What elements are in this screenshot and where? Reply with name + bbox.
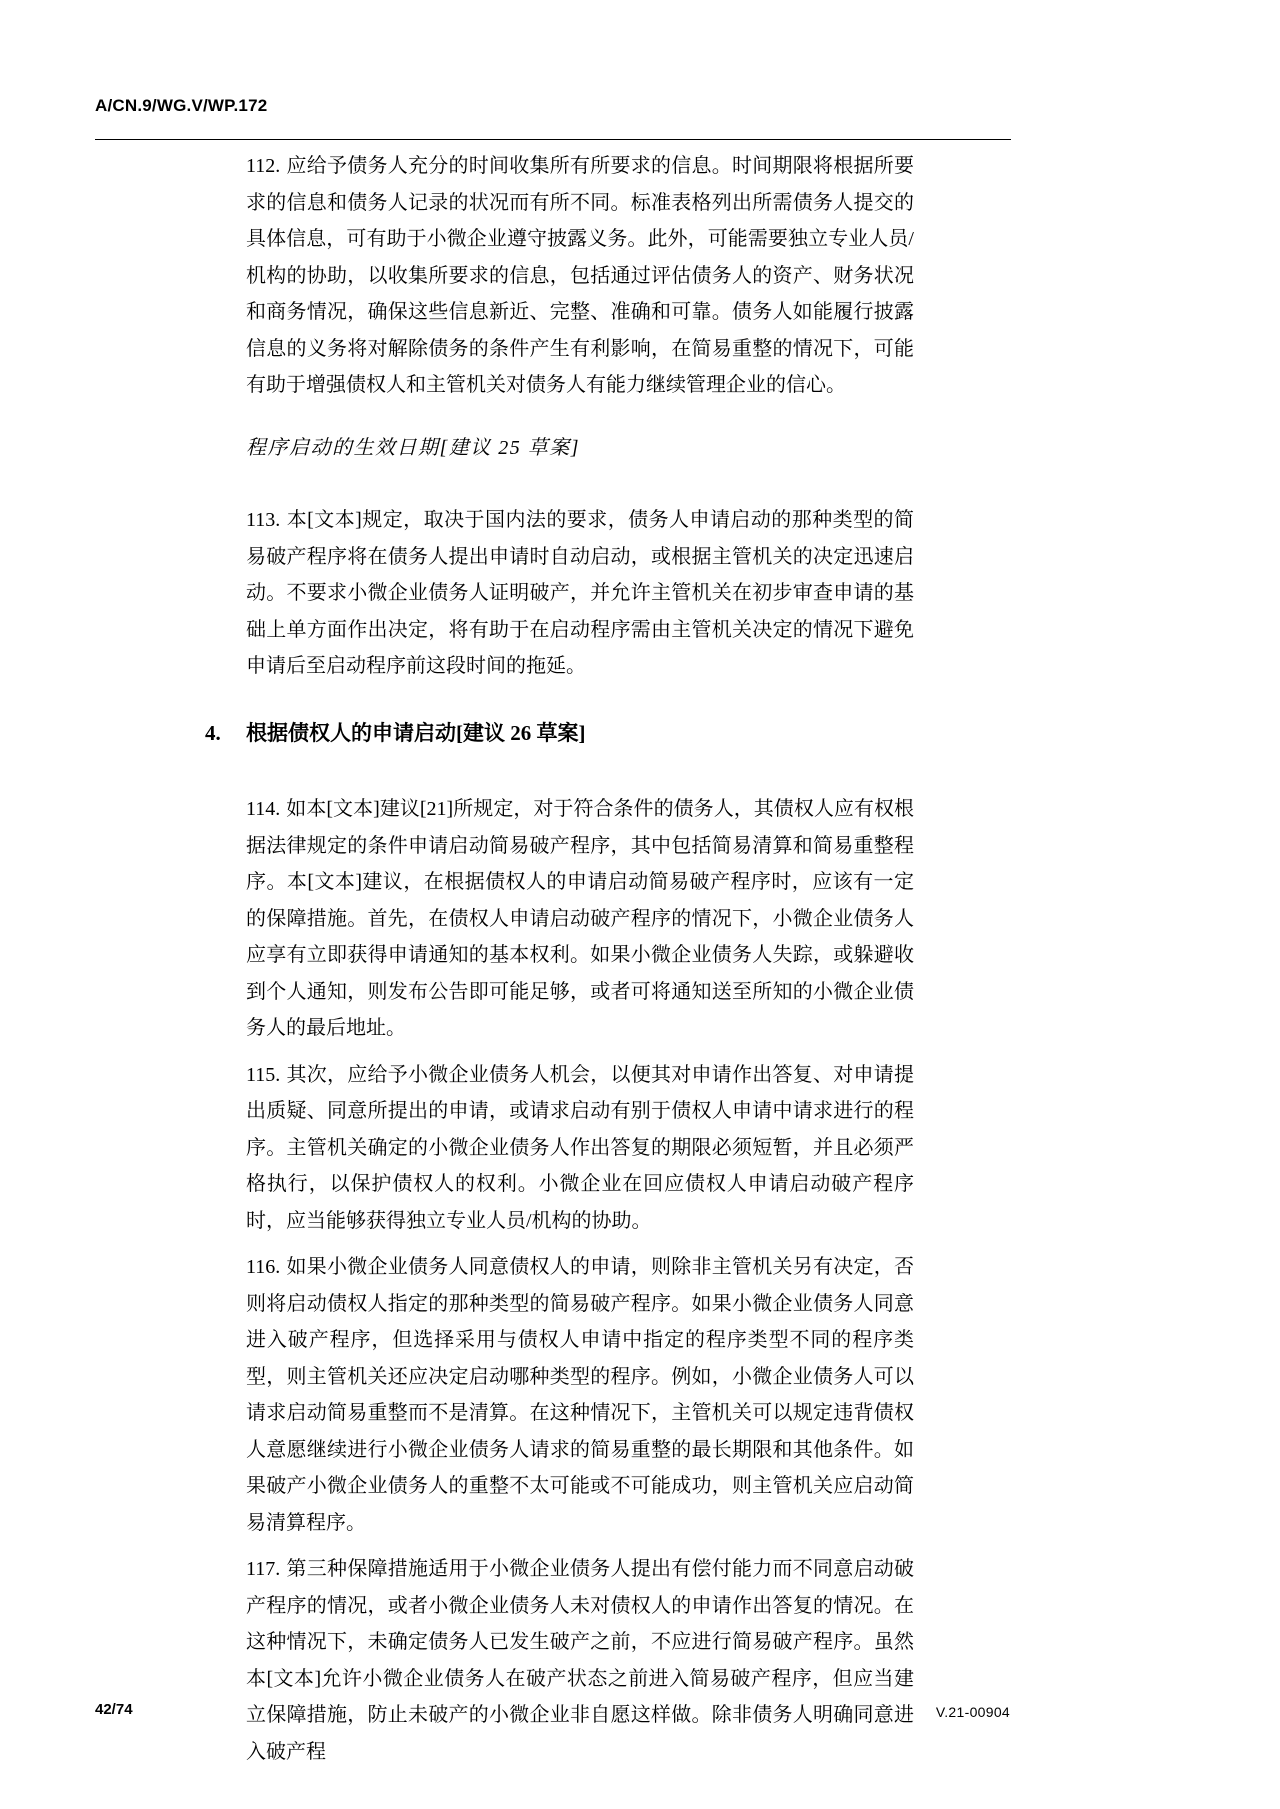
paragraph-number: 115.	[246, 1063, 281, 1086]
footer-document-number: V.21-00904	[935, 1704, 1010, 1720]
paragraph-117	[246, 1551, 914, 1770]
paragraph-number: 112.	[246, 155, 281, 177]
paragraph-116	[246, 1249, 914, 1541]
paragraph-113	[246, 502, 914, 685]
paragraph-number: 113.	[246, 509, 281, 531]
paragraph-text: 应给予债务人充分的时间收集所有所要求的信息。时间期限将根据所要求的信息和债务人记录的状况而有所不同。标准表格列出所需债务人提交的具体信息，可有助于小微企业遵守披露义务。此外，可能需要独立专业人员/机构的协助，以收集所要求的信息，包括通过评估债务人的资产、财务状况和商务情况，确保这些信息新近、完整、准确和可靠。债务人如能履行披露信息的义务将对解除债务的条件产生有利影响，在简易重整的情况下，可能有助于增强债权人和主管机关对债务人有能力继续管理企业的信心。	[246, 155, 914, 396]
section-number: 4.	[205, 720, 221, 745]
paragraph-112	[246, 148, 914, 404]
paragraph-text: 如本[文本]建议[21]所规定，对于符合条件的债务人，其债权人应有权根据法律规定的条件申请启动简易破产程序，其中包括简易清算和简易重整程序。本[文本]建议，在根据债权人的申请启动简易破产程序时，应该有一定的保障措施。首先，在债权人申请启动破产程序的情况下，小微企业债务人应享有立即获得申请通知的基本权利。如果小微企业债务人失踪，或躲避收到个人通知，则发布公告即可能足够，或者可将通知送至所知的小微企业债务人的最后地址。	[246, 798, 914, 1039]
paragraph-number: 117.	[246, 1558, 281, 1580]
paragraph-number: 114.	[246, 798, 281, 820]
paragraph-115	[246, 1057, 914, 1240]
paragraph-114	[246, 791, 914, 1047]
document-symbol: A/CN.9/WG.V/WP.172	[95, 96, 268, 115]
paragraph-text: 如果小微企业债务人同意债权人的申请，则除非主管机关另有决定，否则将启动债权人指定的那种类型的简易破产程序。如果小微企业债务人同意进入破产程序，但选择采用与债权人申请中指定的程序类型不同的程序类型，则主管机关还应决定启动哪种类型的程序。例如，小微企业债务人可以请求启动简易重整而不是清算。在这种情况下，主管机关可以规定违背债权人意愿继续进行小微企业债务人请求的简易重整的最长期限和其他条件。如果破产小微企业债务人的重整不太可能或不可能成功，则主管机关应启动简易清算程序。	[246, 1256, 914, 1534]
subheading-recommendation-25: 程序启动的生效日期[建议 25 草案]	[246, 436, 581, 459]
paragraph-number: 116.	[246, 1256, 281, 1278]
section-title: 根据债权人的申请启动[建议 26 草案]	[246, 720, 586, 745]
paragraph-text: 本[文本]规定，取决于国内法的要求，债务人申请启动的那种类型的简易破产程序将在债务人提出申请时自动启动，或根据主管机关的决定迅速启动。不要求小微企业债务人证明破产，并允许主管机关在初步审查申请的基础上单方面作出决定，将有助于在启动程序需由主管机关决定的情况下避免申请后至启动程序前这段时间的拖延。	[246, 509, 914, 677]
footer-page-number: 42/74	[95, 1701, 133, 1718]
paragraph-text: 其次，应给予小微企业债务人机会，以便其对申请作出答复、对申请提出质疑、同意所提出的申请，或请求启动有别于债权人申请中请求进行的程序。主管机关确定的小微企业债务人作出答复的期限必须短暂，并且必须严格执行，以保护债权人的权利。小微企业在回应债权人申请启动破产程序时，应当能够获得独立专业人员/机构的协助。	[246, 1063, 914, 1232]
paragraph-text: 第三种保障措施适用于小微企业债务人提出有偿付能力而不同意启动破产程序的情况，或者小微企业债务人未对债权人的申请作出答复的情况。在这种情况下，未确定债务人已发生破产之前，不应进行简易破产程序。虽然本[文本]允许小微企业债务人在破产状态之前进入简易破产程序，但应当建立保障措施，防止未破产的小微企业非自愿这样做。除非债务人明确同意进入破产程	[246, 1558, 914, 1763]
header-rule	[95, 139, 1011, 140]
document-body	[205, 148, 914, 1770]
section-heading-4	[205, 715, 914, 752]
